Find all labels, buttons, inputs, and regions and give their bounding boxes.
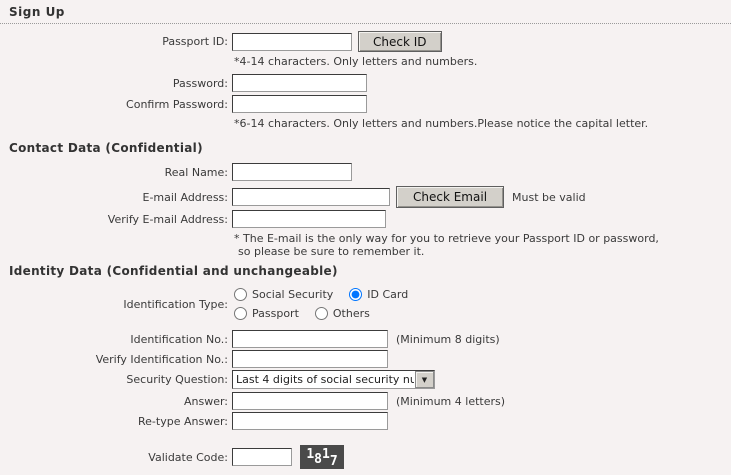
verify-identification-no-input[interactable] [232,350,388,368]
identity-section-title: Identity Data (Confidential and unchangeable) [9,264,338,278]
contact-section-title: Contact Data (Confidential) [9,141,203,155]
radio-social-security-label: Social Security [252,288,334,301]
captcha-digit: 7 [329,453,338,469]
identification-type-label: Identification Type: [123,297,228,311]
radio-option-id-card[interactable] [347,288,408,301]
answer-row [0,392,731,410]
retype-answer-row [0,412,731,430]
passport-id-note: *4-14 characters. Only letters and numbers. [234,55,478,68]
retype-answer-label: Re-type Answer: [138,414,228,428]
email-row [0,186,731,208]
passport-id-input[interactable] [232,33,352,51]
radio-option-passport[interactable] [232,307,299,320]
identification-no-label: Identification No.: [130,332,228,346]
page-title: Sign Up [0,0,731,24]
captcha-digit: 1 [322,446,330,462]
email-valid-hint: Must be valid [512,190,586,204]
real-name-input[interactable] [232,163,352,181]
confirm-password-label: Confirm Password: [126,97,228,111]
security-question-label: Security Question: [126,373,228,386]
validate-code-label: Validate Code: [148,450,228,464]
passport-id-row [0,31,731,52]
password-label: Password: [172,76,228,90]
security-question-row [0,370,731,389]
confirm-password-row [0,95,731,113]
radio-id-card-label: ID Card [367,288,409,301]
check-email-button[interactable]: Check Email [396,186,504,208]
verify-identification-no-row [0,350,731,368]
radio-social-security[interactable] [234,288,247,301]
answer-input[interactable] [232,392,388,410]
identification-type-line1 [232,286,422,303]
verify-identification-no-label: Verify Identification No.: [95,352,228,366]
validate-code-input[interactable] [232,448,292,466]
password-row [0,74,731,92]
answer-label: Answer: [183,394,228,408]
radio-others-label: Others [332,307,370,320]
check-id-button[interactable]: Check ID [358,31,442,52]
radio-passport-label: Passport [252,307,299,320]
radio-option-others[interactable] [313,307,370,320]
security-question-select[interactable] [232,370,435,389]
email-note-line2: so please be sure to remember it. [238,245,425,258]
chevron-down-icon: ▼ [415,371,434,388]
identification-type-line2 [232,305,422,322]
identification-type-row [0,286,731,322]
radio-id-card[interactable] [349,288,362,301]
captcha-image [300,445,344,469]
email-input[interactable] [232,188,390,206]
answer-hint: (Minimum 4 letters) [396,394,506,408]
validate-code-row [0,445,731,469]
identification-no-hint: (Minimum 8 digits) [396,332,500,346]
email-note-line1: * The E-mail is the only way for you to retrieve your Passport ID or password, [234,232,659,245]
captcha-digit: 8 [314,451,322,467]
identification-no-input[interactable] [232,330,388,348]
retype-answer-input[interactable] [232,412,388,430]
identification-type-group [232,286,422,322]
real-name-row [0,163,731,181]
radio-option-social-security[interactable] [232,288,333,301]
passport-id-label: Passport ID: [162,35,228,48]
confirm-password-input[interactable] [232,95,367,113]
verify-email-row [0,210,731,228]
email-note [234,232,731,258]
radio-passport[interactable] [234,307,247,320]
email-label: E-mail Address: [142,190,228,204]
radio-others[interactable] [315,307,328,320]
password-input[interactable] [232,74,367,92]
real-name-label: Real Name: [164,165,228,179]
identification-no-row [0,330,731,348]
password-note: *6-14 characters. Only letters and numbers.Please notice the capital letter. [234,117,649,130]
security-question-select-wrap [232,370,435,389]
verify-email-input[interactable] [232,210,386,228]
verify-email-label: Verify E-mail Address: [107,212,228,226]
captcha-digit: 1 [306,446,315,462]
